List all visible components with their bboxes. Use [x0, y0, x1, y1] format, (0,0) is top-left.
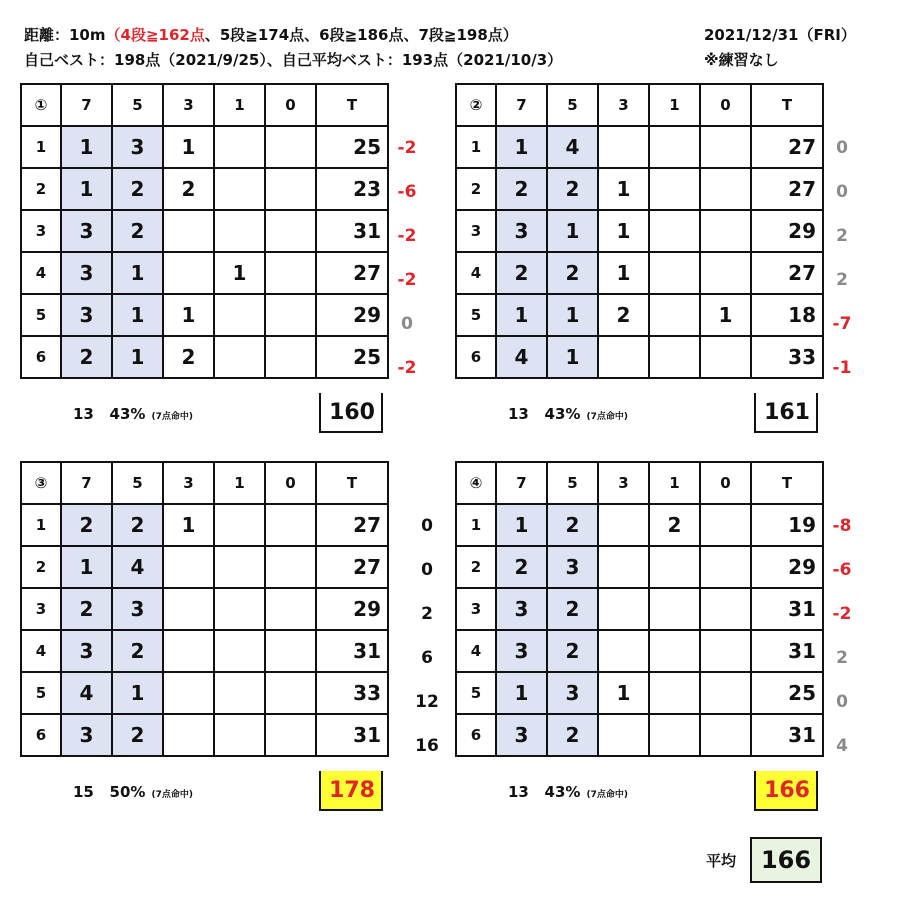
column-header: 0 — [265, 462, 316, 504]
end-number: 4 — [21, 252, 61, 294]
end-total: 31 — [316, 210, 388, 252]
score-count-cell: 1 — [163, 294, 214, 336]
end-total: 27 — [316, 504, 388, 546]
table-row — [21, 588, 388, 630]
end-total: 31 — [316, 630, 388, 672]
score-count-cell — [163, 252, 214, 294]
end-difference: 0 — [836, 182, 848, 202]
end-difference: 0 — [401, 314, 413, 334]
table-row — [456, 546, 823, 588]
end-total: 31 — [751, 588, 823, 630]
column-header: 1 — [214, 84, 265, 126]
table-row — [21, 714, 388, 756]
column-header: 5 — [112, 462, 163, 504]
hit-percentage: 43% — [544, 405, 581, 423]
score-count-cell — [214, 294, 265, 336]
score-count-cell — [598, 588, 649, 630]
score-count-cell: 3 — [61, 252, 112, 294]
end-number: 2 — [21, 546, 61, 588]
end-total: 27 — [751, 126, 823, 168]
hit-note: (7点命中) — [586, 790, 628, 800]
end-difference: -2 — [397, 226, 417, 246]
score-count-cell: 2 — [496, 168, 547, 210]
table-row — [21, 126, 388, 168]
column-header: T — [751, 462, 823, 504]
end-total: 29 — [751, 210, 823, 252]
score-count-cell — [214, 336, 265, 378]
score-count-cell — [163, 672, 214, 714]
end-difference: -2 — [397, 270, 417, 290]
end-total: 27 — [751, 252, 823, 294]
column-header: 7 — [496, 462, 547, 504]
score-count-cell: 1 — [598, 672, 649, 714]
score-count-cell — [265, 588, 316, 630]
score-count-cell — [700, 126, 751, 168]
score-count-cell — [214, 630, 265, 672]
end-total: 19 — [751, 504, 823, 546]
score-count-cell — [163, 588, 214, 630]
score-count-cell — [649, 546, 700, 588]
score-count-cell — [265, 336, 316, 378]
table-row — [21, 168, 388, 210]
score-count-cell: 2 — [112, 630, 163, 672]
score-count-cell: 2 — [112, 168, 163, 210]
hit-count: 13 — [508, 783, 529, 801]
score-count-cell: 2 — [496, 546, 547, 588]
hit-summary — [73, 405, 193, 423]
average-label: 平均 — [706, 852, 737, 870]
table-row — [456, 672, 823, 714]
end-number: 3 — [21, 588, 61, 630]
score-count-cell: 1 — [214, 252, 265, 294]
end-total: 33 — [751, 336, 823, 378]
score-count-cell: 1 — [598, 252, 649, 294]
column-header: 3 — [163, 462, 214, 504]
score-sheet-1 — [20, 83, 389, 379]
end-difference: 0 — [836, 692, 848, 712]
header-row — [21, 462, 388, 504]
column-header: 0 — [700, 462, 751, 504]
score-count-cell — [265, 252, 316, 294]
header-line-2: 自己ベスト：198点（2021/9/25）、自己平均ベスト：193点（2021/10/3） — [24, 51, 563, 69]
score-count-cell: 3 — [61, 294, 112, 336]
score-count-cell: 1 — [496, 126, 547, 168]
table-row — [21, 294, 388, 336]
score-table — [455, 83, 824, 379]
score-count-cell: 1 — [112, 294, 163, 336]
score-count-cell: 1 — [496, 672, 547, 714]
score-count-cell — [649, 630, 700, 672]
table-row — [456, 168, 823, 210]
score-count-cell — [265, 546, 316, 588]
end-number: 6 — [456, 714, 496, 756]
score-count-cell: 1 — [496, 294, 547, 336]
end-number: 1 — [21, 126, 61, 168]
table-row — [456, 126, 823, 168]
score-count-cell — [649, 294, 700, 336]
score-count-cell — [598, 126, 649, 168]
score-count-cell — [598, 546, 649, 588]
hit-percentage: 43% — [544, 783, 581, 801]
score-count-cell: 1 — [61, 126, 112, 168]
score-count-cell — [598, 630, 649, 672]
header-line-1 — [24, 24, 518, 45]
score-table — [455, 461, 824, 757]
end-number: 2 — [456, 168, 496, 210]
end-number: 2 — [21, 168, 61, 210]
hit-summary — [508, 783, 628, 801]
score-count-cell: 1 — [61, 546, 112, 588]
end-difference: -1 — [832, 358, 852, 378]
end-difference: 2 — [836, 226, 848, 246]
end-number: 6 — [21, 336, 61, 378]
score-count-cell: 3 — [61, 630, 112, 672]
column-header: 3 — [598, 84, 649, 126]
score-count-cell: 4 — [112, 546, 163, 588]
sheet-total: 160 — [319, 393, 383, 433]
score-sheet-2 — [455, 83, 824, 379]
score-count-cell — [265, 672, 316, 714]
score-count-cell: 2 — [547, 168, 598, 210]
score-count-cell: 4 — [547, 126, 598, 168]
table-row — [456, 336, 823, 378]
column-header: 1 — [214, 462, 265, 504]
score-count-cell: 2 — [163, 336, 214, 378]
score-count-cell: 2 — [112, 504, 163, 546]
score-count-cell — [214, 210, 265, 252]
score-count-cell: 1 — [163, 504, 214, 546]
score-count-cell — [265, 168, 316, 210]
score-table — [20, 83, 389, 379]
score-count-cell: 3 — [547, 672, 598, 714]
end-difference: 4 — [836, 736, 848, 756]
end-total: 27 — [316, 252, 388, 294]
rank-thresholds: 、5段≧174点、6段≧186点、7段≧198点） — [204, 26, 518, 44]
end-total: 33 — [316, 672, 388, 714]
score-count-cell — [700, 252, 751, 294]
score-count-cell: 1 — [598, 168, 649, 210]
sheet-label: ④ — [456, 462, 496, 504]
hit-count: 13 — [508, 405, 529, 423]
date-label: 2021/12/31（FRI） — [704, 26, 856, 44]
score-count-cell: 1 — [61, 168, 112, 210]
score-count-cell: 4 — [496, 336, 547, 378]
column-header: 5 — [112, 84, 163, 126]
score-count-cell: 3 — [496, 714, 547, 756]
score-count-cell: 2 — [61, 588, 112, 630]
score-count-cell: 3 — [112, 126, 163, 168]
score-count-cell: 3 — [61, 714, 112, 756]
column-header: T — [316, 462, 388, 504]
end-difference: -2 — [397, 138, 417, 158]
score-count-cell — [163, 714, 214, 756]
sheet-total: 166 — [754, 771, 818, 811]
end-total: 25 — [751, 672, 823, 714]
score-count-cell — [649, 588, 700, 630]
score-count-cell: 1 — [112, 252, 163, 294]
column-header: 7 — [61, 462, 112, 504]
average-value: 166 — [750, 837, 822, 883]
score-count-cell — [700, 546, 751, 588]
end-number: 4 — [21, 630, 61, 672]
score-count-cell — [700, 210, 751, 252]
score-count-cell: 2 — [163, 168, 214, 210]
score-count-cell: 2 — [112, 210, 163, 252]
score-count-cell: 4 — [61, 672, 112, 714]
end-total: 25 — [316, 336, 388, 378]
score-count-cell — [214, 126, 265, 168]
end-number: 3 — [456, 588, 496, 630]
table-row — [21, 630, 388, 672]
table-row — [456, 630, 823, 672]
score-count-cell: 2 — [547, 630, 598, 672]
score-count-cell: 2 — [547, 714, 598, 756]
hit-note: (7点命中) — [151, 412, 193, 422]
score-count-cell: 3 — [547, 546, 598, 588]
end-number: 3 — [21, 210, 61, 252]
distance-text: 距離：10m — [24, 26, 106, 44]
column-header: 3 — [598, 462, 649, 504]
score-count-cell — [598, 714, 649, 756]
table-row — [456, 504, 823, 546]
end-total: 23 — [316, 168, 388, 210]
score-count-cell — [265, 714, 316, 756]
end-difference: 2 — [836, 270, 848, 290]
score-count-cell — [700, 168, 751, 210]
sheet-label: ② — [456, 84, 496, 126]
hit-count: 15 — [73, 783, 94, 801]
score-count-cell — [214, 546, 265, 588]
score-count-cell: 3 — [496, 630, 547, 672]
score-count-cell: 1 — [598, 210, 649, 252]
score-count-cell — [700, 714, 751, 756]
end-total: 27 — [316, 546, 388, 588]
score-count-cell — [649, 252, 700, 294]
header-row — [456, 84, 823, 126]
end-difference: -2 — [832, 604, 852, 624]
table-row — [21, 252, 388, 294]
score-count-cell — [163, 546, 214, 588]
score-count-cell: 3 — [496, 588, 547, 630]
rank-4-threshold: （4段≧162点 — [105, 26, 205, 44]
score-sheet-3 — [20, 461, 389, 757]
end-total: 31 — [316, 714, 388, 756]
end-difference: -8 — [832, 516, 852, 536]
score-count-cell: 1 — [163, 126, 214, 168]
column-header: 1 — [649, 462, 700, 504]
end-number: 2 — [456, 546, 496, 588]
end-number: 1 — [456, 126, 496, 168]
header-row — [21, 84, 388, 126]
end-difference: 0 — [836, 138, 848, 158]
end-difference: 2 — [836, 648, 848, 668]
column-header: 7 — [61, 84, 112, 126]
end-total: 29 — [316, 588, 388, 630]
end-number: 5 — [456, 672, 496, 714]
score-count-cell: 1 — [112, 672, 163, 714]
table-row — [456, 714, 823, 756]
end-number: 4 — [456, 630, 496, 672]
score-count-cell — [163, 630, 214, 672]
table-row — [21, 504, 388, 546]
column-header: 5 — [547, 462, 598, 504]
end-number: 1 — [456, 504, 496, 546]
end-number: 5 — [21, 672, 61, 714]
end-number: 1 — [21, 504, 61, 546]
score-count-cell: 1 — [496, 504, 547, 546]
column-header: 0 — [700, 84, 751, 126]
score-count-cell: 2 — [598, 294, 649, 336]
table-row — [21, 210, 388, 252]
column-header: 5 — [547, 84, 598, 126]
score-sheet-4 — [455, 461, 824, 757]
hit-percentage: 43% — [109, 405, 146, 423]
end-total: 29 — [316, 294, 388, 336]
hit-note: (7点命中) — [586, 412, 628, 422]
end-number: 5 — [21, 294, 61, 336]
end-difference: -7 — [832, 314, 852, 334]
sheet-total: 161 — [754, 393, 818, 433]
score-count-cell: 2 — [61, 504, 112, 546]
end-number: 4 — [456, 252, 496, 294]
sheet-total: 178 — [319, 771, 383, 811]
score-count-cell — [214, 714, 265, 756]
score-count-cell — [649, 714, 700, 756]
score-count-cell — [163, 210, 214, 252]
table-row — [456, 588, 823, 630]
end-total: 29 — [751, 546, 823, 588]
score-count-cell: 1 — [112, 336, 163, 378]
score-count-cell: 1 — [547, 294, 598, 336]
score-count-cell: 3 — [496, 210, 547, 252]
cumulative-difference: 0 — [421, 560, 433, 580]
hit-count: 13 — [73, 405, 94, 423]
score-count-cell — [214, 168, 265, 210]
table-row — [21, 336, 388, 378]
score-count-cell — [700, 588, 751, 630]
end-difference: -6 — [397, 182, 417, 202]
end-difference: -6 — [832, 560, 852, 580]
hit-summary — [73, 783, 193, 801]
cumulative-difference: 16 — [415, 736, 439, 756]
sheet-label: ① — [21, 84, 61, 126]
score-count-cell — [649, 336, 700, 378]
column-header: 1 — [649, 84, 700, 126]
end-number: 5 — [456, 294, 496, 336]
score-count-cell: 2 — [547, 252, 598, 294]
table-row — [456, 252, 823, 294]
cumulative-difference: 0 — [421, 516, 433, 536]
score-count-cell — [265, 126, 316, 168]
hit-percentage: 50% — [109, 783, 146, 801]
score-count-cell: 2 — [61, 336, 112, 378]
score-count-cell: 2 — [547, 504, 598, 546]
score-count-cell — [214, 672, 265, 714]
score-count-cell — [214, 588, 265, 630]
score-count-cell: 3 — [61, 210, 112, 252]
score-count-cell: 2 — [547, 588, 598, 630]
table-row — [456, 210, 823, 252]
end-total: 25 — [316, 126, 388, 168]
score-count-cell — [598, 336, 649, 378]
score-count-cell — [265, 504, 316, 546]
score-count-cell — [700, 672, 751, 714]
end-difference: -2 — [397, 358, 417, 378]
column-header: T — [316, 84, 388, 126]
cumulative-difference: 6 — [421, 648, 433, 668]
score-count-cell: 1 — [700, 294, 751, 336]
score-count-cell — [700, 504, 751, 546]
hit-note: (7点命中) — [151, 790, 193, 800]
table-row — [21, 672, 388, 714]
score-count-cell: 3 — [112, 588, 163, 630]
score-count-cell — [649, 210, 700, 252]
end-total: 31 — [751, 630, 823, 672]
score-count-cell — [700, 630, 751, 672]
score-count-cell — [265, 210, 316, 252]
score-count-cell — [649, 168, 700, 210]
score-count-cell: 2 — [496, 252, 547, 294]
cumulative-difference: 2 — [421, 604, 433, 624]
table-row — [21, 546, 388, 588]
sheet-label: ③ — [21, 462, 61, 504]
score-count-cell — [649, 126, 700, 168]
end-number: 6 — [21, 714, 61, 756]
score-count-cell — [700, 336, 751, 378]
score-count-cell: 2 — [112, 714, 163, 756]
end-total: 27 — [751, 168, 823, 210]
column-header: 3 — [163, 84, 214, 126]
hit-summary — [508, 405, 628, 423]
note-label: ※練習なし — [704, 51, 779, 69]
score-table — [20, 461, 389, 757]
score-count-cell — [214, 504, 265, 546]
score-count-cell: 1 — [547, 210, 598, 252]
column-header: T — [751, 84, 823, 126]
column-header: 7 — [496, 84, 547, 126]
end-number: 6 — [456, 336, 496, 378]
score-count-cell — [649, 672, 700, 714]
header-row — [456, 462, 823, 504]
score-count-cell — [265, 630, 316, 672]
cumulative-difference: 12 — [415, 692, 439, 712]
end-number: 3 — [456, 210, 496, 252]
end-total: 31 — [751, 714, 823, 756]
end-total: 18 — [751, 294, 823, 336]
column-header: 0 — [265, 84, 316, 126]
score-count-cell — [598, 504, 649, 546]
score-count-cell: 2 — [649, 504, 700, 546]
score-count-cell: 1 — [547, 336, 598, 378]
table-row — [456, 294, 823, 336]
score-count-cell — [265, 294, 316, 336]
